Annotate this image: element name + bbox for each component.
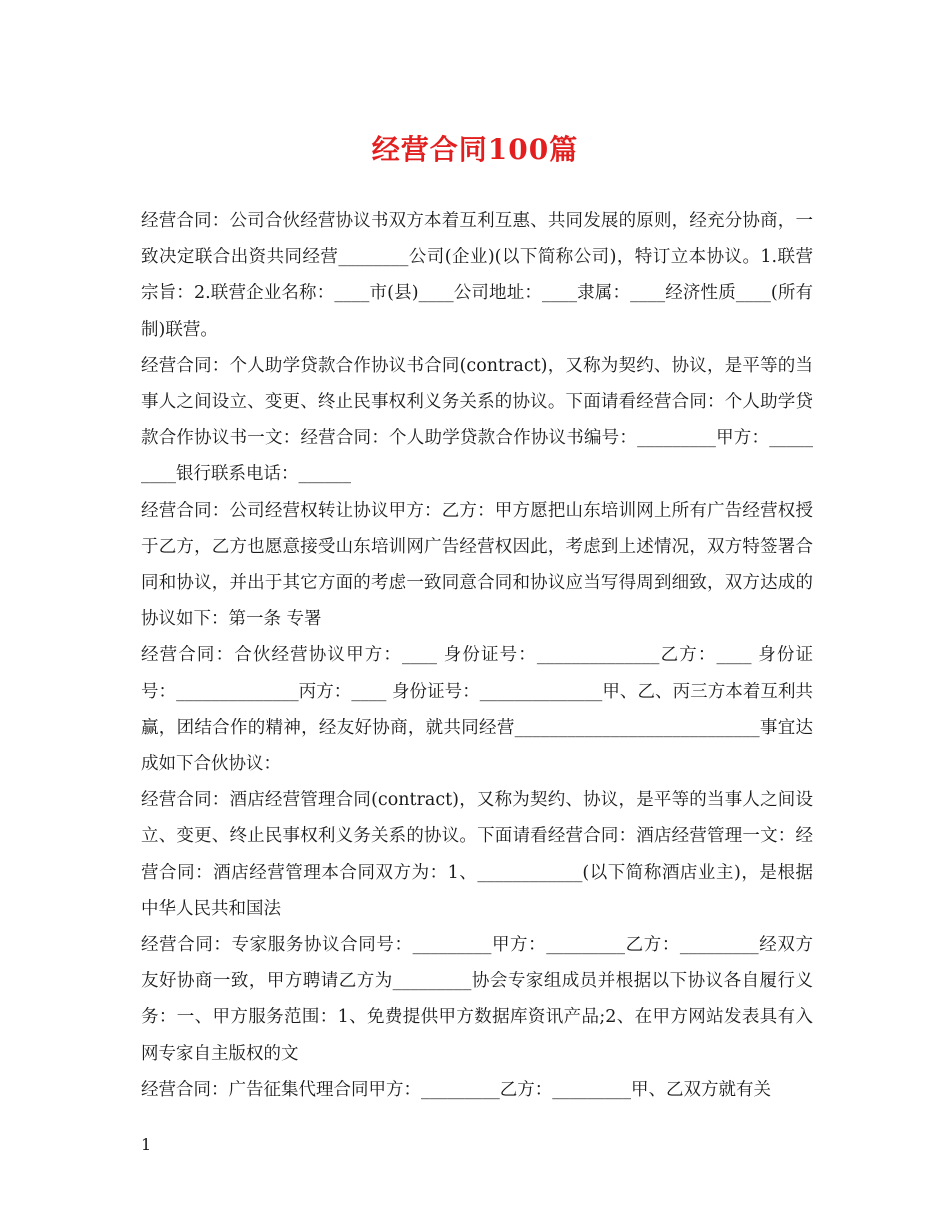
paragraph-student-loan-agreement: 经营合同：个人助学贷款合作协议书合同(contract)，又称为契约、协议，是平等的当事人之间设立、变更、终止民事权利义务关系的协议。下面请看经营合同：个人助学贷款合作协议书一文：经营合同：个人助学贷款合作协议书编号：_________甲方：_________银行联系电话：______ <box>141 355 813 485</box>
paragraph-operating-rights-transfer: 经营合同：公司经营权转让协议甲方：乙方：甲方愿把山东培训网上所有广告经营权授于乙方，乙方也愿意接受山东培训网广告经营权因此，考虑到上述情况，双方特签署合同和协议，并出于其它方面的考虑一致同意合同和协议应当写得周到细致，双方达成的协议如下：第一条 专署 <box>141 500 813 630</box>
paragraph-partnership-agreement: 经营合同：公司合伙经营协议书双方本着互利互惠、共同发展的原则，经充分协商，一致决定联合出资共同经营________公司(企业)(以下简称公司)，特订立本协议。1.联营宗旨：2.联营企业名称：____市(县)____公司地址：____隶属：____经济性质____(所有制)联营。 <box>141 211 813 340</box>
paragraph-hotel-management-contract: 经营合同：酒店经营管理合同(contract)，又称为契约、协议，是平等的当事人之间设立、变更、终止民事权利义务关系的协议。下面请看经营合同：酒店经营管理一文：经营合同：酒店经营管理本合同双方为：1、____________(以下简称酒店业主)，是根据中华人民共和国法 <box>141 790 813 919</box>
document-body <box>141 203 813 1108</box>
paragraph-expert-service-agreement: 经营合同：专家服务协议合同号：_________甲方：_________乙方：_________经双方友好协商一致，甲方聘请乙方为_________协会专家组成员并根据以下协议各自履行义务：一、甲方服务范围：1、免费提供甲方数据库资讯产品;2、在甲方网站发表具有入网专家自主版权的文 <box>141 935 813 1064</box>
page-number: 1 <box>141 1135 152 1154</box>
paragraph-advertising-agency-contract: 经营合同：广告征集代理合同甲方：_________乙方：_________甲、乙双方就有关 <box>141 1079 771 1100</box>
paragraph-joint-venture-agreement: 经营合同：合伙经营协议甲方：____ 身份证号：______________乙方：____ 身份证号：______________丙方：____ 身份证号：______________甲、乙、丙三方本着互利共赢，团结合作的精神，经友好协商，就共同经营____________________________事宜达成如下合伙协议： <box>141 645 813 775</box>
document-title: 经营合同100篇 <box>371 133 579 166</box>
